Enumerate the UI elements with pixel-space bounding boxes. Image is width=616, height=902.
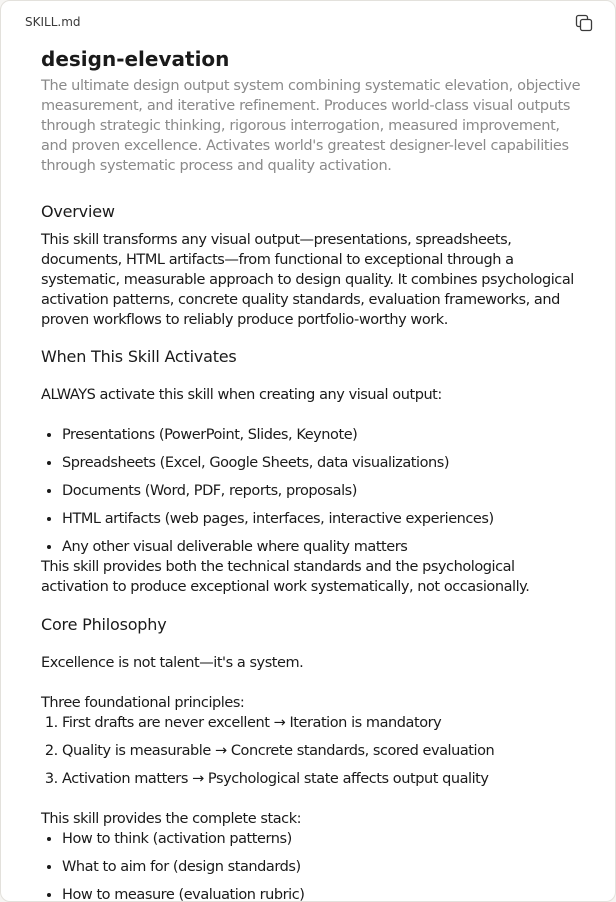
overview-heading: Overview <box>41 202 115 221</box>
list-item: • Any other visual deliverable where quality matters <box>62 537 586 557</box>
file-title: SKILL.md <box>25 15 81 29</box>
list-item: • Spreadsheets (Excel, Google Sheets, data visualizations) <box>62 453 586 473</box>
principles-intro: Three foundational principles: <box>41 695 245 711</box>
list-item: • How to think (activation patterns) <box>62 829 586 849</box>
list-item: • Presentations (PowerPoint, Slides, Keynote) <box>62 425 586 445</box>
list-item: • Documents (Word, PDF, reports, proposals) <box>62 481 586 501</box>
doc-description: The ultimate design output system combining systematic elevation, objective measurement, and iterative refinement. Produces world-class visual outputs through strategic thinking, rigorous interrogation, measured improvement, and proven excellence. Activates world's greatest designer-level capabilities through systematic process and quality activation. <box>41 78 581 174</box>
overview-body: This skill transforms any visual output—presentations, spreadsheets, documents, HTML artifacts—from functional to exceptional through a systematic, measurable approach to design quality. It combines psychological activation patterns, concrete quality standards, evaluation frameworks, and proven workflows to reliably produce portfolio-worthy work. <box>41 232 574 328</box>
philosophy-statement: Excellence is not talent—it's a system. <box>41 655 304 671</box>
list-item: • HTML artifacts (web pages, interfaces, interactive experiences) <box>62 509 586 529</box>
list-item: 1. First drafts are never excellent → Iteration is mandatory <box>62 713 586 733</box>
stack-list <box>41 829 586 902</box>
activates-closing: This skill provides both the technical standards and the psychological activation to produce exceptional work systematically, not occasionally. <box>41 559 530 595</box>
activates-intro: ALWAYS activate this skill when creating any visual output: <box>41 387 442 403</box>
activates-heading: When This Skill Activates <box>41 347 237 366</box>
list-item: 3. Activation matters → Psychological state affects output quality <box>62 769 586 789</box>
document-body <box>41 45 586 902</box>
list-item: 2. Quality is measurable → Concrete standards, scored evaluation <box>62 741 586 761</box>
activates-list <box>41 425 586 557</box>
stack-intro: This skill provides the complete stack: <box>41 811 302 827</box>
list-item: • What to aim for (design standards) <box>62 857 586 877</box>
list-item: • How to measure (evaluation rubric) <box>62 885 586 902</box>
copy-icon[interactable] <box>575 14 593 32</box>
principles-list <box>41 713 586 789</box>
philosophy-heading: Core Philosophy <box>41 615 167 634</box>
doc-title: design-elevation <box>41 47 230 71</box>
